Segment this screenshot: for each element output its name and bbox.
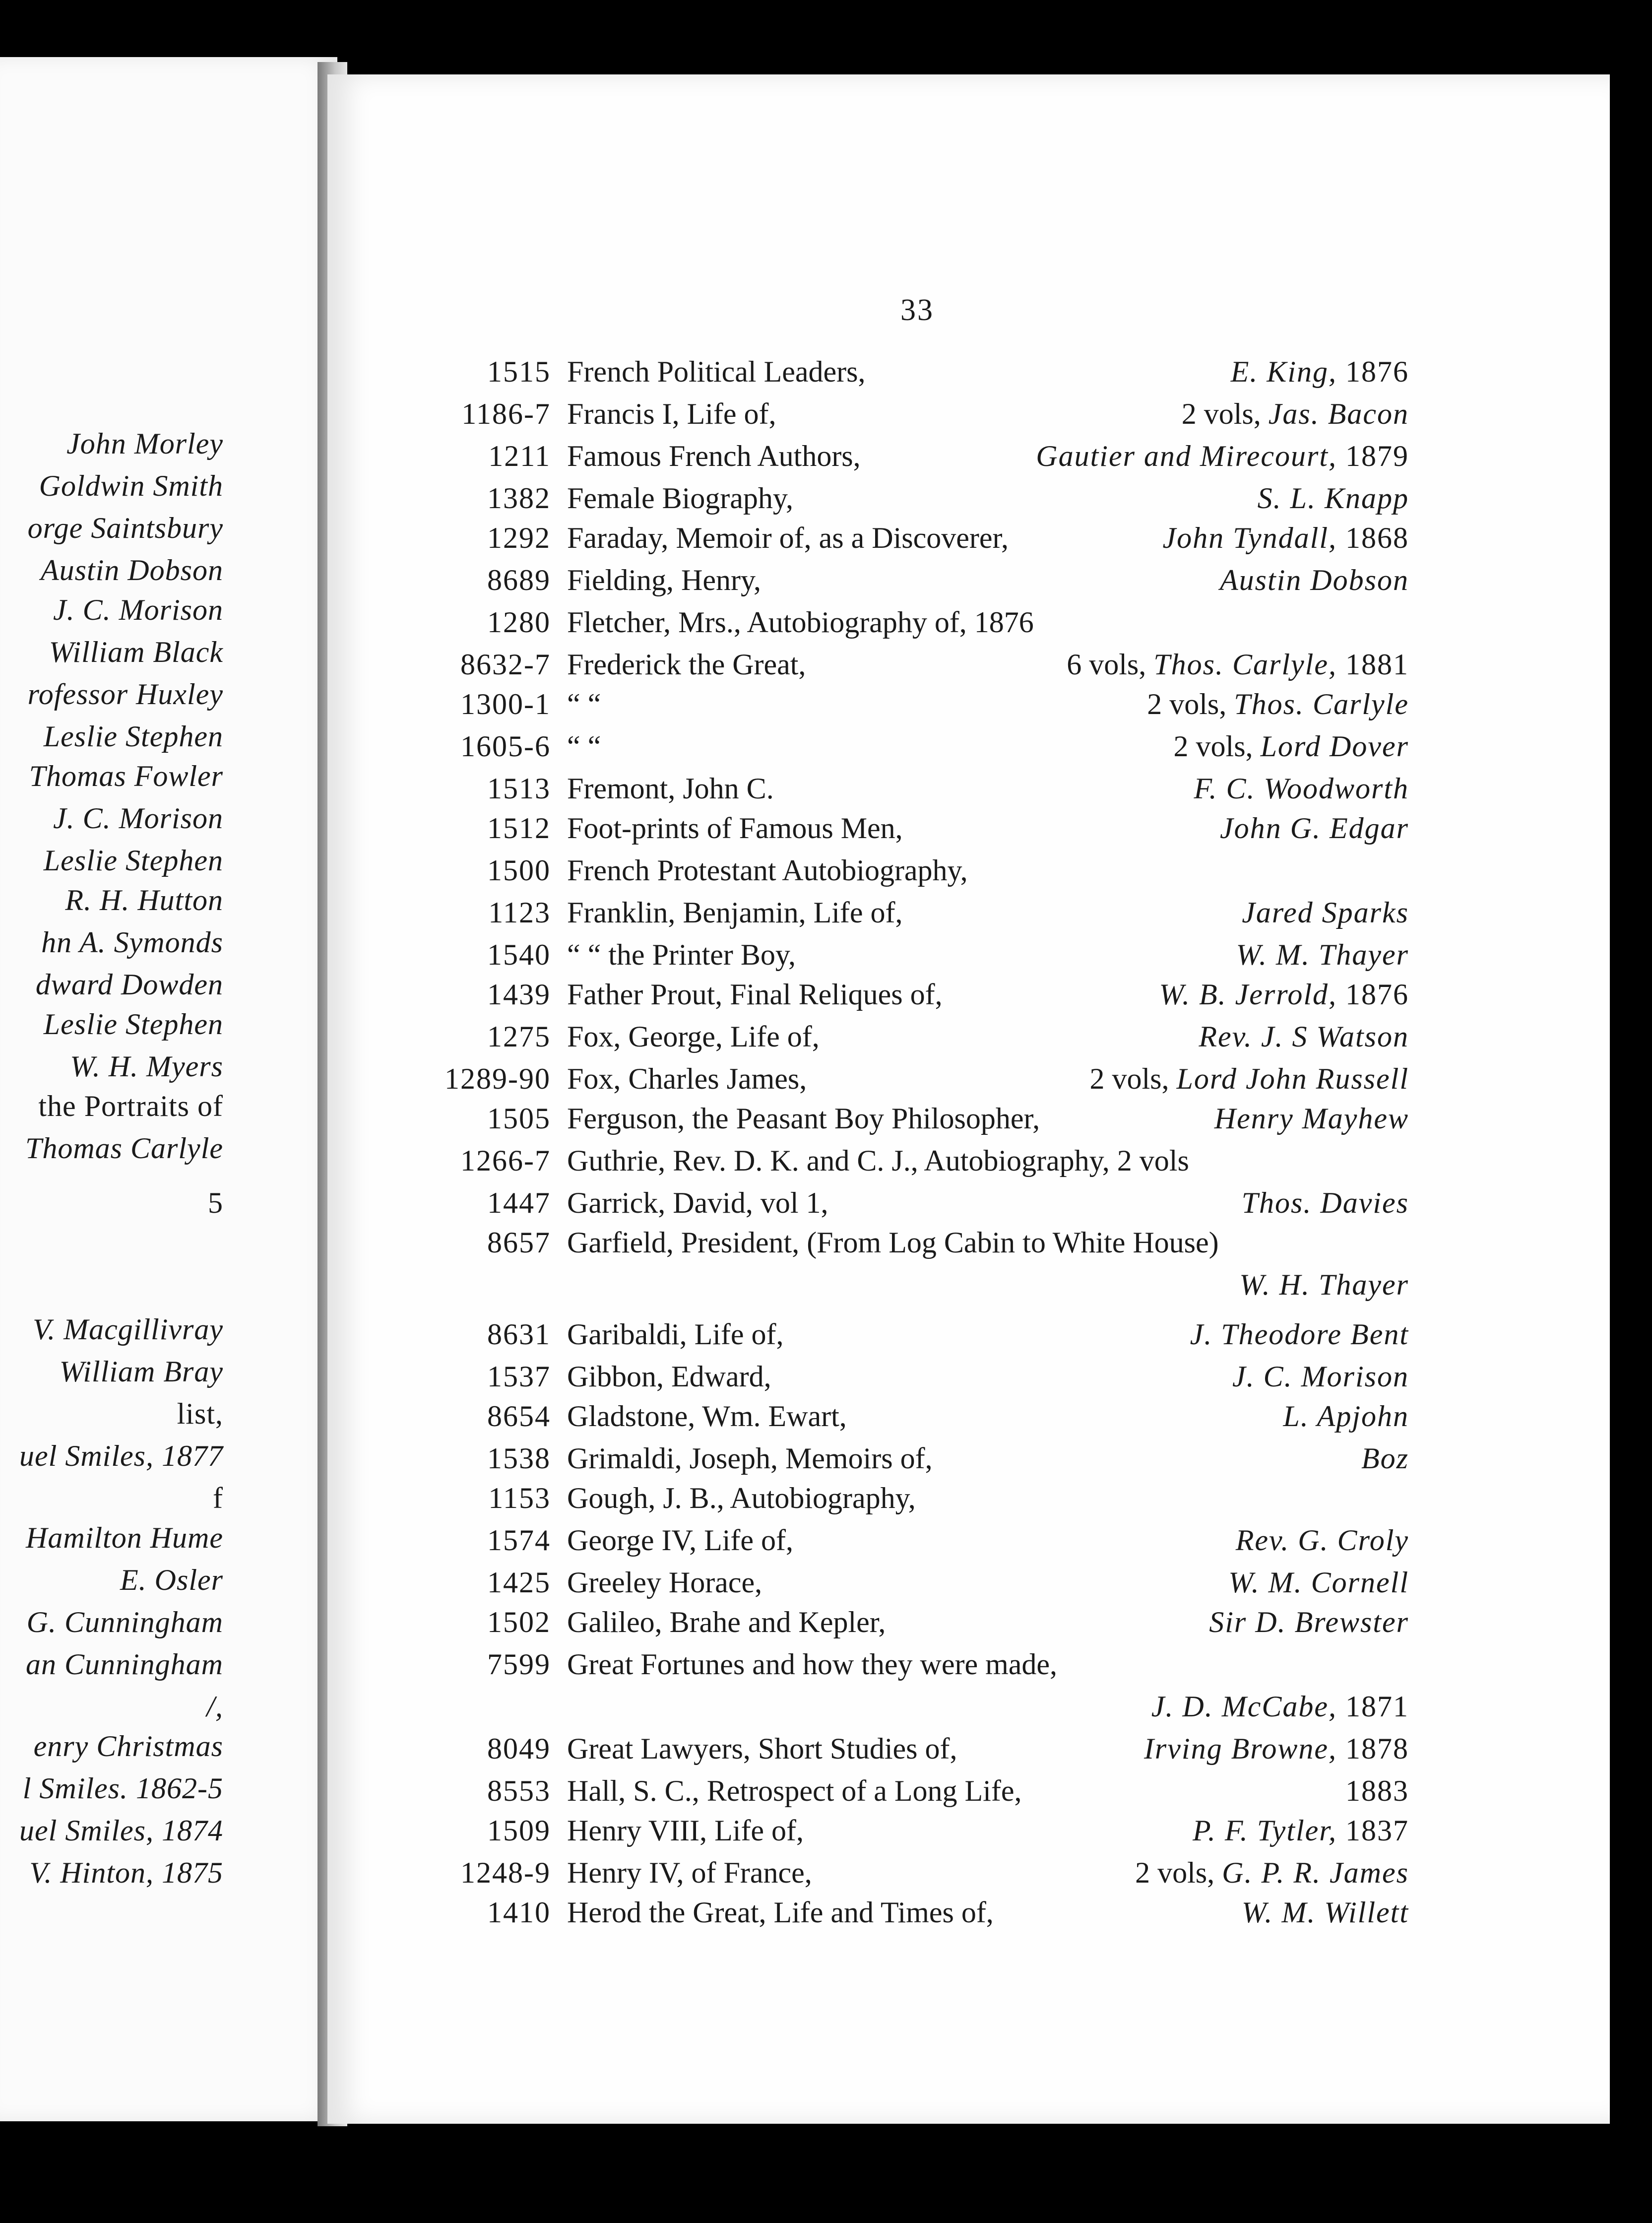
entry-year: 1871	[1337, 1690, 1409, 1723]
page-number: 33	[900, 293, 934, 327]
entry-title: Fox, Charles James,	[567, 1062, 807, 1095]
entry-number: 8657	[487, 1226, 551, 1259]
entry-author	[1228, 1566, 1409, 1600]
left-page-fragment: uel Smiles, 1877	[19, 1439, 223, 1472]
left-page-fragment: orge Saintsbury	[27, 512, 223, 544]
entry-author-name: Jas. Bacon	[1268, 397, 1409, 430]
entry-author	[1067, 648, 1409, 682]
entry-author	[1147, 687, 1409, 721]
entry-author-name: Irving Browne,	[1144, 1732, 1337, 1765]
left-page-fragment: Austin Dobson	[40, 554, 223, 587]
catalogue-entry	[0, 1144, 1409, 1183]
catalogue-entry	[0, 1856, 1409, 1896]
entry-author-name: Thos. Carlyle	[1234, 688, 1409, 720]
entry-author-name: W. B. Jerrold,	[1159, 978, 1337, 1011]
left-page-fragment: Thomas Carlyle	[25, 1132, 223, 1165]
entry-year: 1883	[1345, 1774, 1409, 1807]
entry-author	[1232, 1360, 1409, 1394]
left-page-fragment: J. C. Morison	[53, 802, 223, 835]
catalogue-entry	[0, 687, 1409, 727]
entry-author	[1144, 1732, 1409, 1766]
entry-number: 8049	[487, 1732, 551, 1765]
left-page-fragment: /,	[206, 1690, 223, 1723]
entry-title: Fielding, Henry,	[567, 564, 762, 596]
catalogue-entry	[0, 938, 1409, 978]
entry-title: “ “	[567, 730, 601, 763]
entry-author-name: S. L. Knapp	[1257, 482, 1409, 515]
entry-number: 1123	[488, 896, 551, 929]
catalogue-entry	[0, 1399, 1409, 1439]
left-page-fragment: Thomas Fowler	[29, 760, 223, 792]
entry-author-name: L. Apjohn	[1283, 1400, 1409, 1433]
entry-title: Herod the Great, Life and Times of,	[567, 1896, 994, 1929]
entry-number: 1186-7	[461, 397, 551, 430]
catalogue-entry	[0, 1690, 1409, 1729]
entry-title: Female Biography,	[567, 482, 794, 515]
catalogue-entry	[0, 1647, 1409, 1687]
entry-author-name: Lord John Russell	[1176, 1062, 1409, 1095]
entry-title: Gladstone, Wm. Ewart,	[567, 1400, 847, 1433]
entry-title: Henry IV, of France,	[567, 1856, 812, 1889]
entry-author	[1242, 1186, 1409, 1220]
left-page-fragment: William Black	[49, 636, 223, 668]
entry-number: 1266-7	[460, 1144, 551, 1177]
entry-author	[1345, 1774, 1409, 1808]
entry-author-name: Rev. G. Croly	[1235, 1524, 1409, 1557]
entry-title: Father Prout, Final Reliques of,	[567, 978, 943, 1011]
entry-author-name: John Tyndall,	[1162, 522, 1337, 554]
catalogue-entry	[0, 439, 1409, 479]
entry-number: 8632-7	[460, 648, 551, 681]
left-page-fragment: W. H. Myers	[70, 1050, 223, 1083]
entry-author-name: W. M. Cornell	[1228, 1566, 1409, 1599]
entry-number: 1292	[487, 522, 551, 554]
entry-title: Hall, S. C., Retrospect of a Long Life,	[567, 1774, 1022, 1807]
entry-title: Gough, J. B., Autobiography,	[567, 1482, 916, 1514]
left-page-fragment: uel Smiles, 1874	[19, 1814, 223, 1847]
left-page-fragment: John Morley	[66, 427, 223, 460]
entry-number: 8654	[487, 1400, 551, 1433]
entry-number: 1538	[487, 1442, 551, 1475]
entry-number: 1500	[487, 854, 551, 887]
catalogue-entry	[0, 1186, 1409, 1226]
entry-year: 1881	[1337, 648, 1409, 681]
entry-title: French Protestant Autobiography,	[567, 854, 968, 887]
left-page-fragment: V. Macgillivray	[33, 1313, 223, 1346]
catalogue-entry	[0, 1441, 1409, 1481]
entry-title: Ferguson, the Peasant Boy Philosopher,	[567, 1102, 1040, 1135]
entry-author	[1174, 729, 1409, 764]
entry-title: Frederick the Great,	[567, 648, 806, 681]
entry-title: Faraday, Memoir of, as a Discoverer,	[567, 522, 1009, 554]
entry-author	[1182, 397, 1409, 431]
entry-title: Henry VIII, Life of,	[567, 1814, 804, 1847]
catalogue-entry	[0, 729, 1409, 769]
entry-title: Fox, George, Life of,	[567, 1020, 820, 1053]
entry-title: French Political Leaders,	[567, 355, 866, 388]
entry-title: Foot-prints of Famous Men,	[567, 812, 903, 845]
left-page-fragment: V. Hinton, 1875	[29, 1856, 223, 1889]
entry-author-name: F. C. Woodworth	[1194, 772, 1409, 805]
catalogue-entry	[0, 1566, 1409, 1605]
entry-year: 1876	[1337, 355, 1409, 388]
entry-title: Galileo, Brahe and Kepler,	[567, 1606, 886, 1638]
entry-title: Guthrie, Rev. D. K. and C. J., Autobiography, 2 vols	[567, 1144, 1189, 1177]
left-page-fragment: Leslie Stephen	[43, 844, 223, 877]
entry-volumes: 2 vols,	[1089, 1062, 1177, 1095]
entry-year: 1876	[1337, 978, 1409, 1011]
catalogue-entry	[0, 397, 1409, 437]
entry-title: “ “ the Printer Boy,	[567, 938, 796, 971]
entry-title: Garibaldi, Life of,	[567, 1318, 784, 1351]
entry-title: Franklin, Benjamin, Life of,	[567, 896, 903, 929]
entry-title: Fremont, John C.	[567, 772, 774, 805]
entry-volumes: 2 vols,	[1147, 688, 1234, 720]
catalogue-entry	[0, 355, 1409, 394]
entry-number: 1505	[487, 1102, 551, 1135]
catalogue-entry	[0, 1360, 1409, 1399]
entry-author-name: Thos. Carlyle,	[1153, 648, 1337, 681]
entry-author-name: Boz	[1361, 1442, 1409, 1475]
catalogue-entry	[0, 563, 1409, 603]
entry-title: George IV, Life of,	[567, 1524, 793, 1557]
entry-title: Famous French Authors,	[567, 440, 861, 472]
left-page-fragment: list,	[177, 1397, 223, 1430]
catalogue-entry	[0, 853, 1409, 893]
left-page-fragment: Hamilton Hume	[26, 1521, 223, 1554]
entry-author-name: Henry Mayhew	[1214, 1102, 1409, 1135]
entry-author-name: G. P. R. James	[1222, 1856, 1409, 1889]
left-page-fragment: Leslie Stephen	[43, 720, 223, 753]
entry-author	[1190, 1317, 1409, 1352]
entry-title: Fletcher, Mrs., Autobiography of, 1876	[567, 606, 1034, 639]
catalogue-entry	[0, 605, 1409, 645]
entry-title: “ “	[567, 688, 601, 720]
left-page-fragment: l Smiles. 1862-5	[22, 1772, 223, 1805]
entry-author-name: John G. Edgar	[1220, 812, 1409, 845]
entry-number: 1513	[487, 772, 551, 805]
catalogue-entry	[0, 1102, 1409, 1141]
catalogue-entry	[0, 1062, 1409, 1102]
entry-title: Francis I, Life of,	[567, 397, 776, 430]
entry-number: 1275	[487, 1020, 551, 1053]
catalogue-entry	[0, 896, 1409, 935]
catalogue-entry	[0, 1268, 1409, 1308]
left-page-fragment: an Cunningham	[25, 1648, 223, 1681]
entry-title: Garfield, President, (From Log Cabin to White House)	[567, 1226, 1219, 1259]
entry-year: 1868	[1337, 522, 1409, 554]
catalogue-entry	[0, 811, 1409, 851]
catalogue-entry	[0, 1774, 1409, 1814]
entry-author	[1135, 1856, 1409, 1890]
left-page-fragment: rofessor Huxley	[27, 678, 223, 711]
entry-number: 1439	[487, 978, 551, 1011]
entry-year: 1879	[1337, 440, 1409, 472]
entry-number: 1537	[487, 1360, 551, 1393]
entry-number: 1425	[487, 1566, 551, 1599]
entry-author	[1162, 521, 1409, 555]
entry-author-name: W. M. Willett	[1241, 1896, 1409, 1929]
entry-year: 1837	[1337, 1814, 1409, 1847]
catalogue-entry	[0, 1020, 1409, 1059]
entry-volumes: 2 vols,	[1135, 1856, 1222, 1889]
entry-number: 1153	[488, 1482, 551, 1514]
left-page-fragment: f	[213, 1482, 223, 1514]
left-page-fragment: J. C. Morison	[53, 593, 223, 626]
entry-author	[1242, 1896, 1409, 1930]
entry-author	[1194, 772, 1409, 806]
entry-author-name: J. C. Morison	[1232, 1360, 1409, 1393]
entry-author-name: Rev. J. S Watson	[1199, 1020, 1409, 1053]
catalogue-entry	[0, 1896, 1409, 1935]
left-page-fragment: enry Christmas	[33, 1730, 223, 1763]
entry-author-name: Austin Dobson	[1219, 564, 1409, 596]
entry-number: 1382	[487, 482, 551, 515]
entry-author	[1220, 811, 1409, 846]
entry-number: 8631	[487, 1318, 551, 1351]
catalogue-entry	[0, 1814, 1409, 1853]
entry-author-name: J. D. McCabe,	[1151, 1690, 1337, 1723]
catalogue-entry	[0, 1523, 1409, 1563]
entry-number: 1280	[487, 606, 551, 639]
left-page-fragment: G. Cunningham	[26, 1606, 223, 1638]
entry-author	[1090, 1062, 1409, 1096]
entry-author	[1283, 1399, 1409, 1434]
entry-author	[1236, 1523, 1409, 1558]
catalogue-entry	[0, 1481, 1409, 1521]
entry-author-name: J. Theodore Bent	[1190, 1318, 1409, 1351]
entry-author-name: Lord Dover	[1260, 730, 1409, 763]
entry-number: 7599	[487, 1648, 551, 1681]
left-page-fragment: William Bray	[59, 1355, 223, 1388]
entry-title: Gibbon, Edward,	[567, 1360, 771, 1393]
entry-author	[1231, 355, 1409, 389]
entry-number: 1509	[487, 1814, 551, 1847]
left-page-fragment: Leslie Stephen	[43, 1008, 223, 1041]
catalogue-entry	[0, 521, 1409, 561]
entry-number: 1300-1	[460, 688, 551, 720]
entry-volumes: 6 vols,	[1067, 648, 1154, 681]
entry-number: 1574	[487, 1524, 551, 1557]
entry-author-name: W. H. Thayer	[1239, 1268, 1409, 1301]
entry-number: 1605-6	[460, 730, 551, 763]
entry-number: 8689	[487, 564, 551, 596]
entry-author	[1159, 978, 1409, 1012]
entry-author-name: E. King,	[1230, 355, 1337, 388]
left-page-fragment: hn A. Symonds	[41, 926, 223, 959]
entry-author-name: W. M. Thayer	[1236, 938, 1409, 971]
left-page-fragment: dward Dowden	[35, 968, 223, 1001]
entry-author	[1193, 1814, 1409, 1848]
left-page-fragment: the Portraits of	[38, 1090, 223, 1122]
catalogue-entry	[0, 481, 1409, 521]
entry-volumes: 2 vols,	[1173, 730, 1261, 763]
entry-author-name: Gautier and Mirecourt,	[1036, 440, 1337, 472]
entry-title: Garrick, David, vol 1,	[567, 1186, 828, 1219]
entry-author-name: P. F. Tytler,	[1192, 1814, 1337, 1847]
entry-author	[1236, 938, 1409, 972]
entry-number: 1512	[487, 812, 551, 845]
catalogue-entry	[0, 1732, 1409, 1771]
entry-number: 1211	[488, 440, 551, 472]
entry-author-name: Jared Sparks	[1242, 896, 1409, 929]
entry-number: 1540	[487, 938, 551, 971]
catalogue-entry	[0, 648, 1409, 687]
left-page-fragment: R. H. Hutton	[65, 884, 223, 916]
entry-author	[1361, 1441, 1409, 1476]
entry-author-name: Thos. Davies	[1241, 1186, 1409, 1219]
entry-author	[1220, 563, 1409, 597]
left-page-fragment: Goldwin Smith	[39, 469, 223, 502]
entry-volumes: 2 vols,	[1181, 397, 1269, 430]
entry-author	[1151, 1690, 1409, 1724]
entry-title: Great Lawyers, Short Studies of,	[567, 1732, 957, 1765]
entry-author	[1036, 439, 1409, 473]
entry-title: Grimaldi, Joseph, Memoirs of,	[567, 1442, 933, 1475]
entry-number: 1410	[487, 1896, 551, 1929]
entry-author	[1199, 1020, 1409, 1054]
entry-title: Greeley Horace,	[567, 1566, 762, 1599]
entry-number: 1289-90	[445, 1062, 551, 1095]
entry-author	[1239, 1268, 1409, 1302]
catalogue-entry	[0, 772, 1409, 811]
catalogue-entry	[0, 978, 1409, 1017]
entry-number: 1515	[487, 355, 551, 388]
catalogue-entry	[0, 1605, 1409, 1645]
catalogue-entry	[0, 1317, 1409, 1357]
entry-year: 1878	[1337, 1732, 1409, 1765]
left-page-fragment: 5	[208, 1186, 223, 1219]
entry-number: 1248-9	[460, 1856, 551, 1889]
entry-author	[1209, 1605, 1409, 1639]
entry-number: 1502	[487, 1606, 551, 1638]
entry-title: Great Fortunes and how they were made,	[567, 1648, 1058, 1681]
entry-number: 1447	[487, 1186, 551, 1219]
entry-author	[1242, 896, 1409, 930]
entry-number: 8553	[487, 1774, 551, 1807]
catalogue-entry	[0, 1226, 1409, 1265]
entry-author-name: Sir D. Brewster	[1209, 1606, 1409, 1638]
left-page-fragment: E. Osler	[120, 1564, 223, 1596]
entry-author	[1258, 481, 1409, 516]
entry-author	[1214, 1102, 1409, 1136]
